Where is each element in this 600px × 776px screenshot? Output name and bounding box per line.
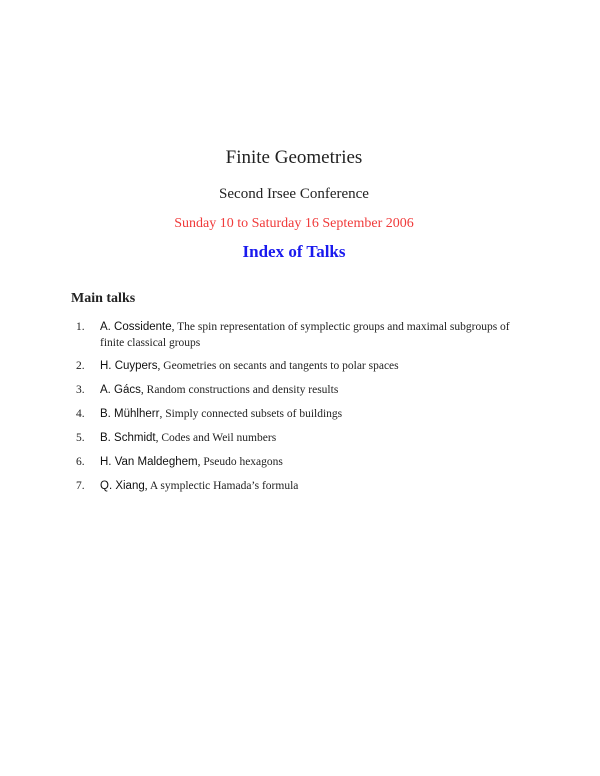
talk-item: 4. B. Mühlherr, Simply connected subsets of buildings	[76, 408, 343, 420]
talk-title: Pseudo hexagons	[203, 456, 283, 468]
talk-title: A symplectic Hamada’s formula	[149, 480, 299, 492]
section-heading: Main talks	[71, 291, 136, 306]
talk-number: 3.	[76, 384, 85, 396]
talk-speaker[interactable]: H. Cuypers	[100, 360, 158, 372]
talk-item: 2. H. Cuypers, Geometries on secants and tangents to polar spaces	[76, 360, 399, 372]
talk-number: 6.	[76, 456, 85, 468]
talk-speaker[interactable]: H. Van Maldeghem	[100, 456, 198, 468]
talk-item: 5. B. Schmidt, Codes and Weil numbers	[76, 432, 277, 444]
talk-item: 7. Q. Xiang, A symplectic Hamada’s formula	[76, 480, 299, 492]
index-heading: Index of Talks	[242, 242, 346, 261]
talk-number: 5.	[76, 432, 85, 444]
talk-number: 4.	[76, 408, 85, 420]
talk-title: The spin representation of symplectic groups and maximal subgroups of finite classical groups	[100, 321, 510, 349]
talk-title: Codes and Weil numbers	[161, 432, 277, 444]
talk-number: 2.	[76, 360, 85, 372]
talk-item: 6. H. Van Maldeghem, Pseudo hexagons	[76, 456, 283, 468]
talk-number: 1.	[76, 321, 85, 333]
talk-number: 7.	[76, 480, 85, 492]
talk-item: 3. A. Gács, Random constructions and density results	[76, 384, 339, 396]
conference-subtitle: Second Irsee Conference	[219, 186, 369, 202]
talk-title: Geometries on secants and tangents to polar spaces	[163, 360, 399, 372]
talk-item: 1. A. Cossidente, The spin representation of symplectic groups and maximal subgroups of finite classical groups	[76, 321, 510, 349]
talk-speaker[interactable]: A. Cossidente	[100, 321, 172, 333]
talk-speaker[interactable]: B. Mühlherr	[100, 408, 160, 420]
talk-speaker[interactable]: B. Schmidt	[100, 432, 156, 444]
talk-title: Simply connected subsets of buildings	[165, 408, 343, 420]
talk-title: Random constructions and density results	[146, 384, 339, 396]
talk-speaker[interactable]: Q. Xiang	[100, 480, 145, 492]
document-title: Finite Geometries	[225, 147, 363, 168]
conference-dates: Sunday 10 to Saturday 16 September 2006	[174, 216, 414, 231]
talk-speaker[interactable]: A. Gács	[100, 384, 141, 396]
